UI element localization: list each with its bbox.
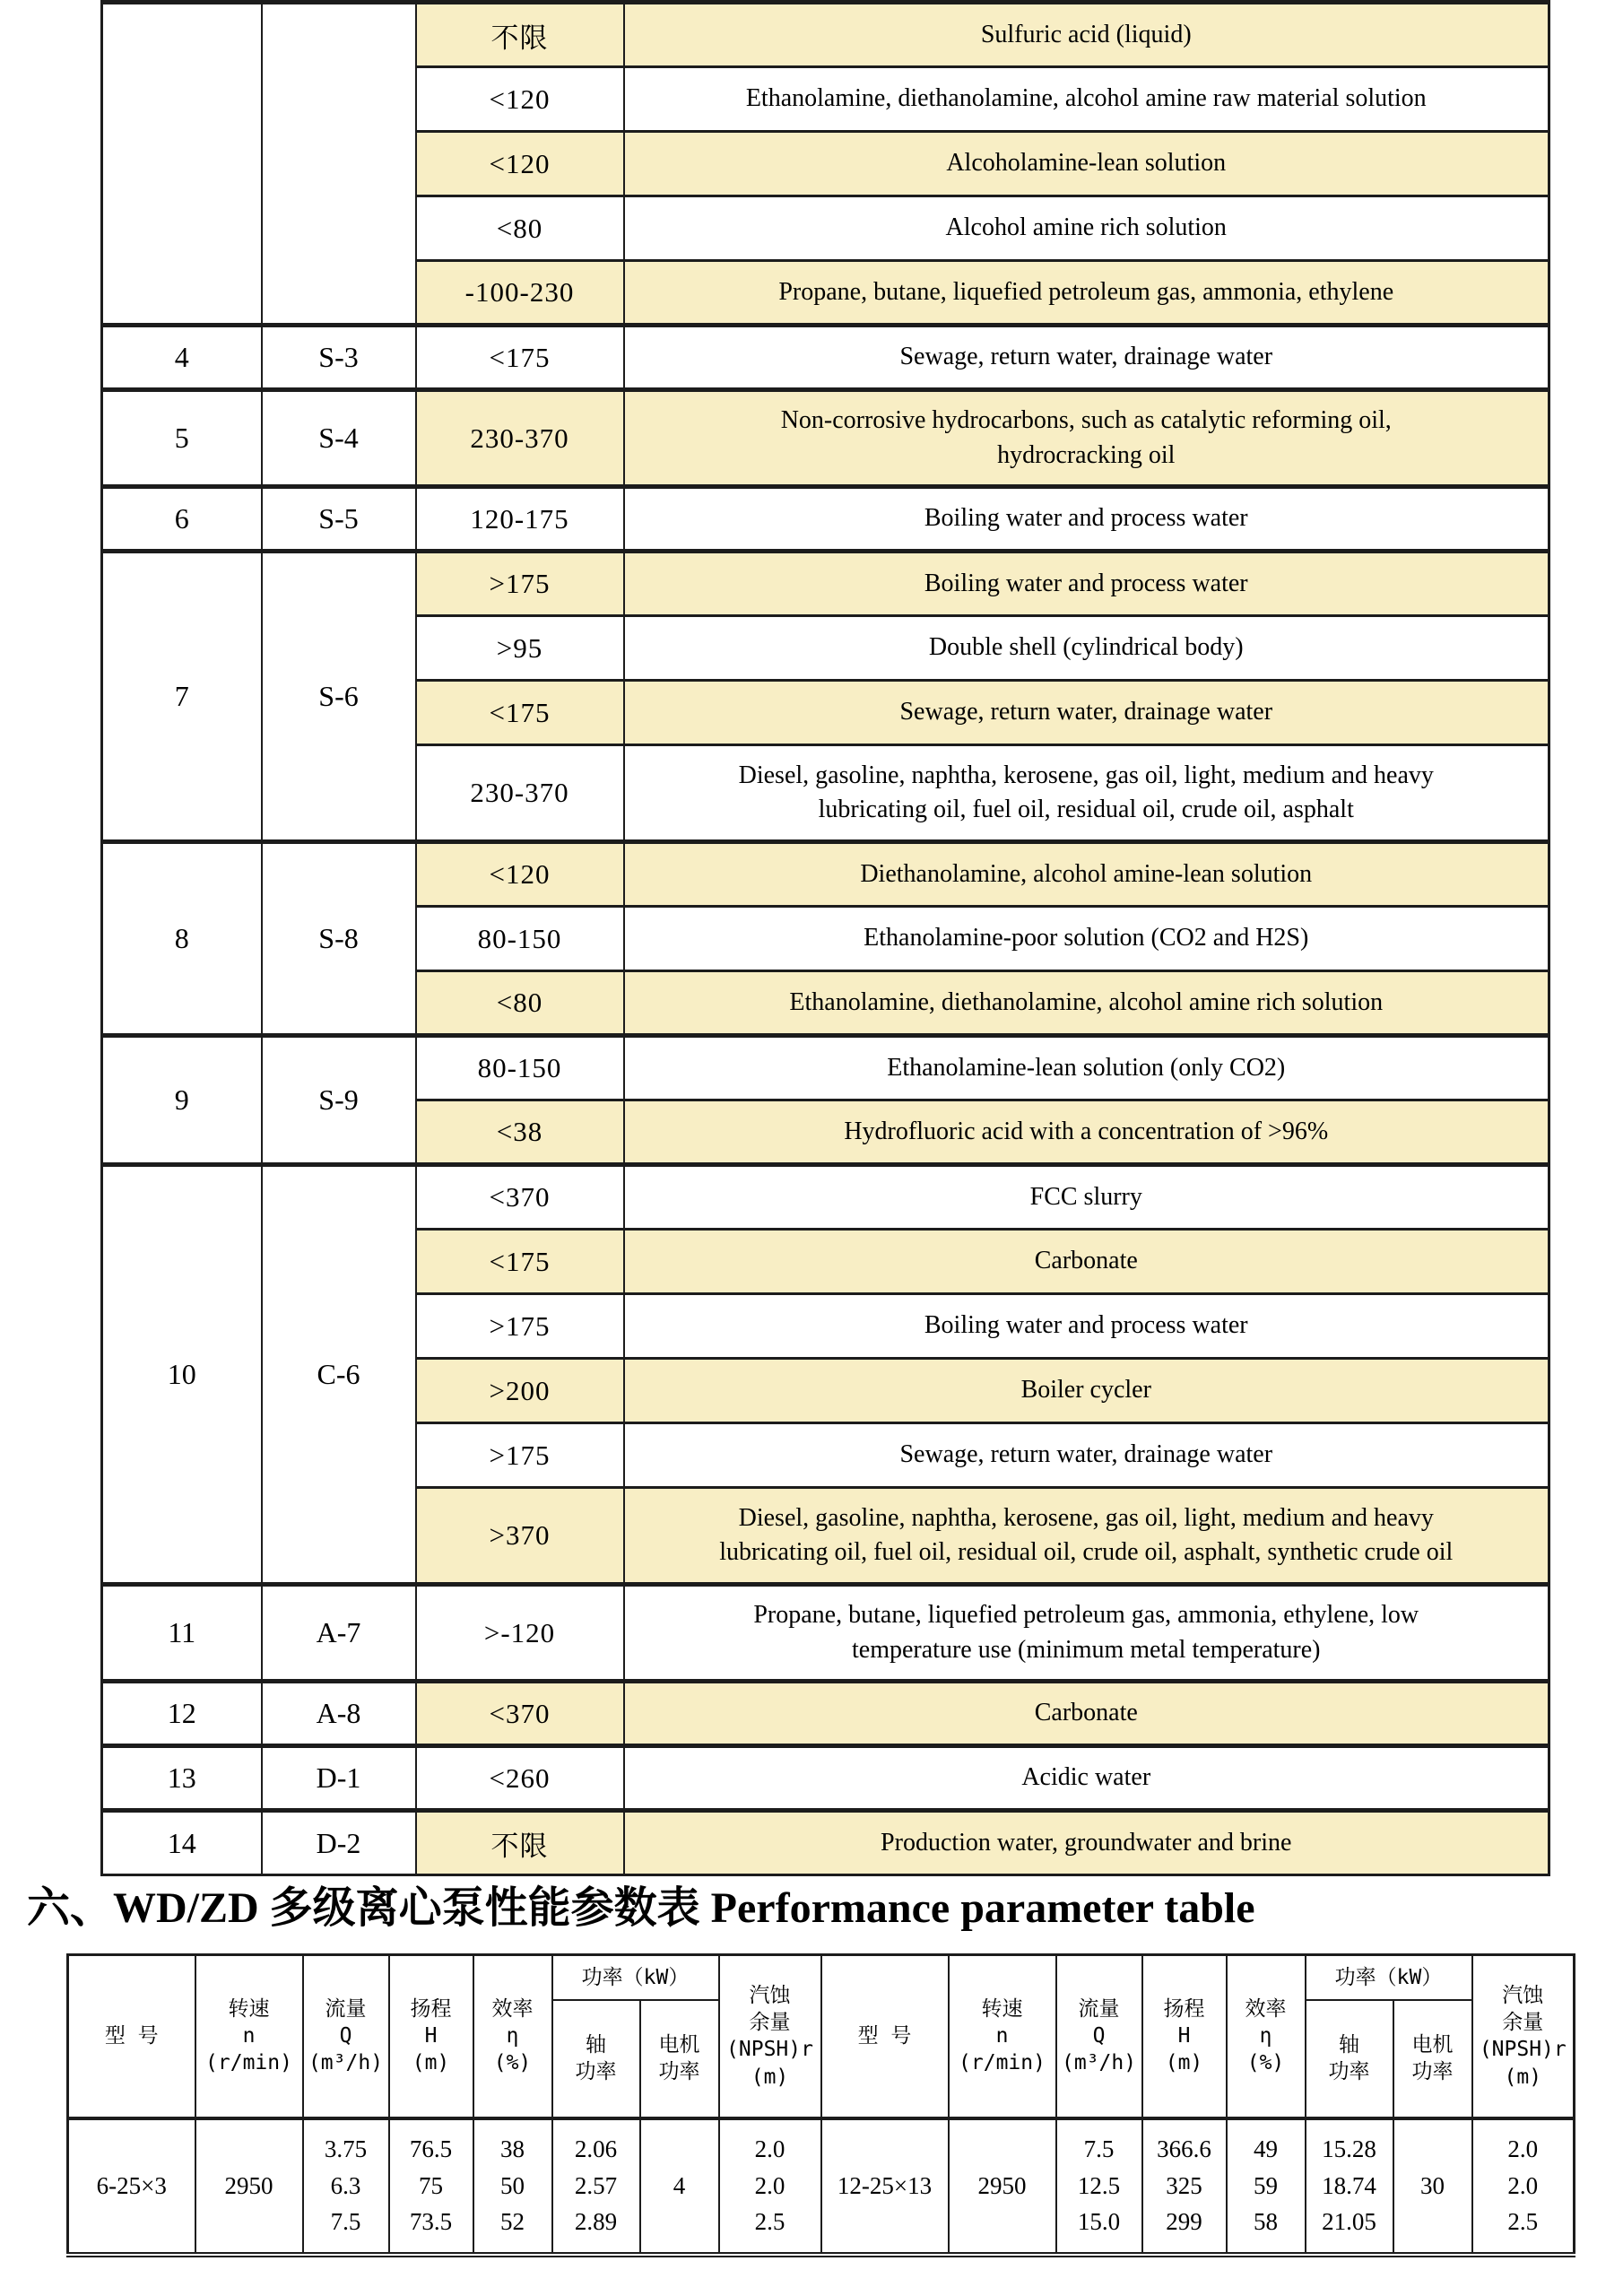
row-number-cell: 7	[102, 552, 262, 842]
medium-description-cell: Ethanolamine, diethanolamine, alcohol amine raw material solution	[624, 67, 1549, 132]
temperature-range-cell: <80	[416, 196, 624, 261]
temperature-range-cell: 230-370	[416, 745, 624, 842]
row-number-cell: 10	[102, 1165, 262, 1585]
motor-power-header: 电机 功率	[1393, 2000, 1472, 2118]
application-table-body	[102, 3, 1549, 1875]
temperature-range-cell: >175	[416, 552, 624, 616]
temperature-range-cell: <260	[416, 1746, 624, 1811]
material-code-cell: C-6	[262, 1165, 416, 1585]
application-table-row	[102, 1585, 1549, 1682]
medium-description-cell: Non-corrosive hydrocarbons, such as catalytic reforming oil, hydrocracking oil	[624, 390, 1549, 487]
medium-description-cell: Propane, butane, liquefied petroleum gas, ammonia, ethylene	[624, 261, 1549, 326]
medium-description-cell: Sewage, return water, drainage water	[624, 681, 1549, 745]
application-table-row	[102, 487, 1549, 552]
medium-description-cell: Sewage, return water, drainage water	[624, 326, 1549, 390]
pump-head-values: 366.6 325 299	[1142, 2118, 1227, 2255]
medium-description-cell: Carbonate	[624, 1682, 1549, 1746]
temperature-range-cell: 120-175	[416, 487, 624, 552]
pump-speed-value: 2950	[195, 2118, 303, 2255]
row-number-cell: 12	[102, 1682, 262, 1746]
medium-description-cell: Alcohol amine rich solution	[624, 196, 1549, 261]
material-code-cell: A-7	[262, 1585, 416, 1682]
head-header: 扬程 H (m)	[1142, 1955, 1227, 2118]
row-number-cell: 9	[102, 1036, 262, 1165]
medium-description-cell: Carbonate	[624, 1230, 1549, 1294]
fluid-temperature-application-table	[100, 0, 1550, 1876]
performance-header-row	[68, 1955, 1575, 2000]
material-code-cell: D-2	[262, 1811, 416, 1875]
medium-description-cell: FCC slurry	[624, 1165, 1549, 1230]
temperature-range-cell: >175	[416, 1294, 624, 1359]
temperature-range-cell: >200	[416, 1359, 624, 1423]
model-header: 型 号	[68, 1955, 195, 2118]
temperature-range-cell: <175	[416, 326, 624, 390]
temperature-range-cell: <175	[416, 681, 624, 745]
pump-npsh-values: 2.0 2.0 2.5	[719, 2118, 821, 2255]
material-code-cell: S-8	[262, 842, 416, 1036]
application-table-row	[102, 842, 1549, 907]
pump-speed-value: 2950	[949, 2118, 1056, 2255]
medium-description-cell: Alcoholamine-lean solution	[624, 132, 1549, 196]
model-header: 型 号	[821, 1955, 949, 2118]
pump-npsh-values: 2.0 2.0 2.5	[1472, 2118, 1575, 2255]
temperature-range-cell: <38	[416, 1100, 624, 1165]
medium-description-cell: Ethanolamine-lean solution (only CO2)	[624, 1036, 1549, 1100]
performance-parameter-table	[66, 1953, 1575, 2257]
medium-description-cell: Boiling water and process water	[624, 552, 1549, 616]
row-number-cell: 4	[102, 326, 262, 390]
temperature-range-cell: <370	[416, 1682, 624, 1746]
material-code-cell: D-1	[262, 1746, 416, 1811]
material-code-cell: S-9	[262, 1036, 416, 1165]
temperature-range-cell: >95	[416, 616, 624, 681]
application-table-row	[102, 1036, 1549, 1100]
head-header: 扬程 H (m)	[389, 1955, 473, 2118]
efficiency-header: 效率 η (%)	[1227, 1955, 1306, 2118]
temperature-range-cell: <175	[416, 1230, 624, 1294]
pump-efficiency-values: 49 59 58	[1227, 2118, 1306, 2255]
temperature-range-cell: <80	[416, 971, 624, 1036]
material-code-cell	[262, 3, 416, 326]
motor-power-header: 电机 功率	[640, 2000, 719, 2118]
material-code-cell: A-8	[262, 1682, 416, 1746]
row-number-cell: 8	[102, 842, 262, 1036]
shaft-power-header: 轴 功率	[1306, 2000, 1393, 2118]
temperature-range-cell: <120	[416, 842, 624, 907]
power-group-header: 功率（kW）	[552, 1955, 719, 2000]
pump-shaft-power-values: 2.06 2.57 2.89	[552, 2118, 640, 2255]
medium-description-cell: Diesel, gasoline, naphtha, kerosene, gas oil, light, medium and heavy lubricating oil, fuel oil, residual oil, crude oil, asphalt	[624, 745, 1549, 842]
medium-description-cell: Sewage, return water, drainage water	[624, 1423, 1549, 1488]
medium-description-cell: Sulfuric acid (liquid)	[624, 3, 1549, 67]
material-code-cell: S-4	[262, 390, 416, 487]
temperature-range-cell: 80-150	[416, 1036, 624, 1100]
application-table-row	[102, 1682, 1549, 1746]
medium-description-cell: Boiling water and process water	[624, 487, 1549, 552]
pump-model-value: 6-25×3	[68, 2118, 195, 2255]
temperature-range-cell: <120	[416, 67, 624, 132]
application-table-row	[102, 1746, 1549, 1811]
temperature-range-cell: <120	[416, 132, 624, 196]
medium-description-cell: Diesel, gasoline, naphtha, kerosene, gas oil, light, medium and heavy lubricating oil, fuel oil, residual oil, crude oil, asphalt, synthetic crude oil	[624, 1488, 1549, 1585]
flow-header: 流量 Q (m³/h)	[1056, 1955, 1142, 2118]
row-number-cell: 14	[102, 1811, 262, 1875]
temperature-range-cell: 230-370	[416, 390, 624, 487]
npsh-header: 汽蚀 余量 (NPSH)r (m)	[1472, 1955, 1575, 2118]
performance-table-body	[68, 1955, 1575, 2255]
medium-description-cell: Ethanolamine, diethanolamine, alcohol amine rich solution	[624, 971, 1549, 1036]
pump-flow-values: 7.5 12.5 15.0	[1056, 2118, 1142, 2255]
speed-header: 转速 n (r/min)	[195, 1955, 303, 2118]
npsh-header: 汽蚀 余量 (NPSH)r (m)	[719, 1955, 821, 2118]
temperature-range-cell: 80-150	[416, 907, 624, 971]
temperature-range-cell: 不限	[416, 3, 624, 67]
speed-header: 转速 n (r/min)	[949, 1955, 1056, 2118]
efficiency-header: 效率 η (%)	[473, 1955, 552, 2118]
row-number-cell: 13	[102, 1746, 262, 1811]
medium-description-cell: Hydrofluoric acid with a concentration of >96%	[624, 1100, 1549, 1165]
temperature-range-cell: >-120	[416, 1585, 624, 1682]
temperature-range-cell: 不限	[416, 1811, 624, 1875]
medium-description-cell: Acidic water	[624, 1746, 1549, 1811]
application-table-row	[102, 390, 1549, 487]
application-table-row	[102, 326, 1549, 390]
shaft-power-header: 轴 功率	[552, 2000, 640, 2118]
material-code-cell: S-6	[262, 552, 416, 842]
medium-description-cell: Ethanolamine-poor solution (CO2 and H2S)	[624, 907, 1549, 971]
temperature-range-cell: >175	[416, 1423, 624, 1488]
power-group-header: 功率（kW）	[1306, 1955, 1472, 2000]
pump-flow-values: 3.75 6.3 7.5	[303, 2118, 389, 2255]
medium-description-cell: Diethanolamine, alcohol amine-lean solution	[624, 842, 1549, 907]
row-number-cell	[102, 3, 262, 326]
pump-head-values: 76.5 75 73.5	[389, 2118, 473, 2255]
medium-description-cell: Double shell (cylindrical body)	[624, 616, 1549, 681]
temperature-range-cell: >370	[416, 1488, 624, 1585]
pump-motor-power-value: 30	[1393, 2118, 1472, 2255]
row-number-cell: 6	[102, 487, 262, 552]
pump-shaft-power-values: 15.28 18.74 21.05	[1306, 2118, 1393, 2255]
application-table-row	[102, 552, 1549, 616]
pump-model-value: 12-25×13	[821, 2118, 949, 2255]
section-heading: 六、WD/ZD 多级离心泵性能参数表 Performance parameter table	[27, 1884, 1255, 1932]
row-number-cell: 11	[102, 1585, 262, 1682]
flow-header: 流量 Q (m³/h)	[303, 1955, 389, 2118]
application-table-row	[102, 1811, 1549, 1875]
application-table-row	[102, 1165, 1549, 1230]
material-code-cell: S-5	[262, 487, 416, 552]
medium-description-cell: Boiler cycler	[624, 1359, 1549, 1423]
medium-description-cell: Propane, butane, liquefied petroleum gas, ammonia, ethylene, low temperature use (minimum metal temperature)	[624, 1585, 1549, 1682]
temperature-range-cell: -100-230	[416, 261, 624, 326]
pump-motor-power-value: 4	[640, 2118, 719, 2255]
performance-data-row	[68, 2118, 1575, 2255]
material-code-cell: S-3	[262, 326, 416, 390]
medium-description-cell: Production water, groundwater and brine	[624, 1811, 1549, 1875]
row-number-cell: 5	[102, 390, 262, 487]
application-table-row	[102, 3, 1549, 67]
pump-efficiency-values: 38 50 52	[473, 2118, 552, 2255]
temperature-range-cell: <370	[416, 1165, 624, 1230]
medium-description-cell: Boiling water and process water	[624, 1294, 1549, 1359]
